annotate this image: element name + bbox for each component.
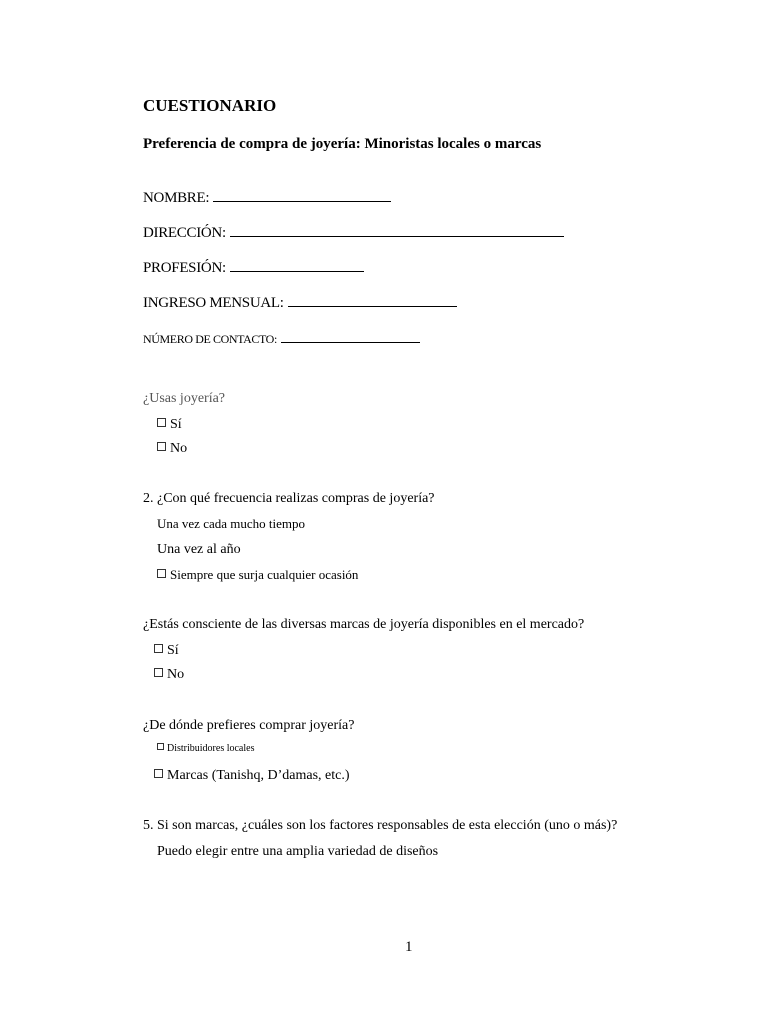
name-field xyxy=(143,191,391,206)
q1-option-no[interactable]: No xyxy=(157,442,187,456)
address-blank-line[interactable] xyxy=(230,235,564,237)
profession-blank-line[interactable] xyxy=(230,270,364,272)
address-field xyxy=(143,226,564,241)
question-5: 5. Si son marcas, ¿cuáles son los factores responsables de esta elección (uno o más)? xyxy=(143,818,618,833)
question-4: ¿De dónde prefieres comprar joyería? xyxy=(143,718,355,733)
checkbox-icon[interactable] xyxy=(157,418,166,427)
contact-blank-line[interactable] xyxy=(281,341,420,343)
name-label: NOMBRE: xyxy=(143,190,210,206)
checkbox-icon[interactable] xyxy=(157,743,164,750)
income-label: INGRESO MENSUAL: xyxy=(143,295,284,311)
page-subtitle: Preferencia de compra de joyería: Minoristas locales o marcas xyxy=(143,136,542,152)
page-title: CUESTIONARIO xyxy=(143,96,277,115)
checkbox-icon[interactable] xyxy=(157,569,166,578)
q5-option-1[interactable]: Puedo elegir entre una amplia variedad de diseños xyxy=(157,844,439,859)
contact-label: NÚMERO DE CONTACTO: xyxy=(143,332,277,346)
income-blank-line[interactable] xyxy=(288,305,457,307)
address-label: DIRECCIÓN: xyxy=(143,225,226,241)
income-field xyxy=(143,296,457,311)
checkbox-icon[interactable] xyxy=(154,644,163,653)
page-number: 1 xyxy=(405,939,413,955)
contact-field xyxy=(143,333,420,345)
q3-option-no[interactable]: No xyxy=(154,668,184,682)
profession-label: PROFESIÓN: xyxy=(143,260,226,276)
q1-option-si[interactable]: Sí xyxy=(157,418,182,432)
q3-option-si[interactable]: Sí xyxy=(154,644,179,658)
question-3: ¿Estás consciente de las diversas marcas de joyería disponibles en el mercado? xyxy=(143,617,585,632)
question-2: 2. ¿Con qué frecuencia realizas compras de joyería? xyxy=(143,491,435,506)
q2-option-3[interactable]: Siempre que surja cualquier ocasión xyxy=(157,568,358,581)
q4-option-brands[interactable]: Marcas (Tanishq, D’damas, etc.) xyxy=(154,769,350,783)
q2-option-1[interactable]: Una vez cada mucho tiempo xyxy=(157,516,305,531)
profession-field xyxy=(143,261,364,276)
checkbox-icon[interactable] xyxy=(154,769,163,778)
checkbox-icon[interactable] xyxy=(154,668,163,677)
question-1: ¿Usas joyería? xyxy=(143,391,226,406)
q4-option-local[interactable]: Distribuidores locales xyxy=(157,743,254,754)
checkbox-icon[interactable] xyxy=(157,442,166,451)
name-blank-line[interactable] xyxy=(213,200,391,202)
q2-option-2[interactable]: Una vez al año xyxy=(157,542,241,557)
